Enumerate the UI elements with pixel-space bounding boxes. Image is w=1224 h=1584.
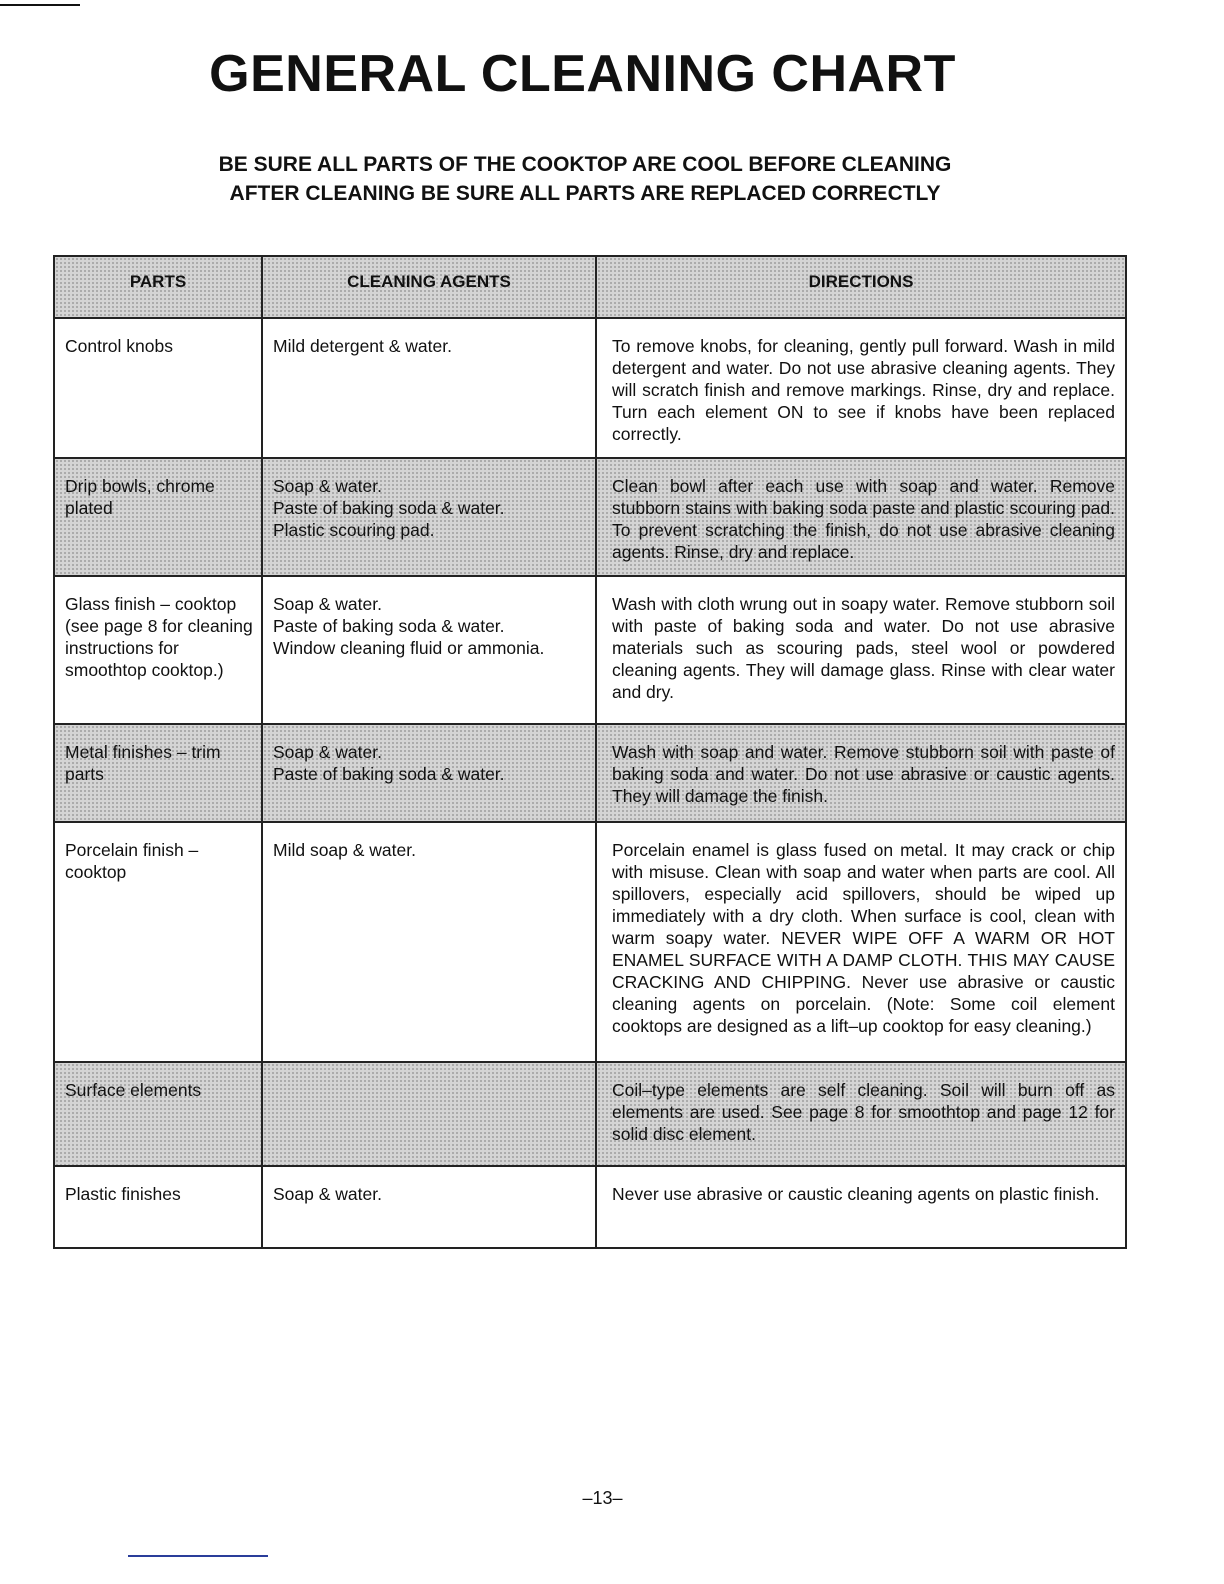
safety-notice: [0, 150, 1170, 208]
agent-item: Soap & water.: [273, 1184, 382, 1204]
directions-cell: Coil–type elements are self cleaning. Soil will burn off as elements are used. See page 8 for smoothtop and page 12 for solid disc element.: [596, 1062, 1126, 1166]
table-row: [54, 1166, 1126, 1248]
directions-cell: Wash with cloth wrung out in soapy water. Remove stubborn soil with paste of baking soda and water. Do not use abrasive materials such as scouring pads, steel wool or powdered cleaning agents. They will damage glass. Rinse with clear water and dry.: [596, 576, 1126, 724]
part-cell: Porcelain finish – cooktop: [54, 822, 262, 1062]
agent-item: Soap & water.: [273, 742, 382, 762]
table-row: [54, 822, 1126, 1062]
agent-item: Soap & water.: [273, 476, 382, 496]
agent-item: Mild detergent & water.: [273, 336, 452, 356]
directions-cell: Never use abrasive or caustic cleaning agents on plastic finish.: [596, 1166, 1126, 1248]
table-row: [54, 1062, 1126, 1166]
agents-cell: [262, 1166, 596, 1248]
cleaning-chart-table: [53, 255, 1127, 1249]
agent-item: Paste of baking soda & water.: [273, 764, 505, 784]
part-cell: Surface elements: [54, 1062, 262, 1166]
agent-item: Plastic scouring pad.: [273, 520, 435, 540]
table-row: [54, 318, 1126, 458]
agents-cell: [262, 576, 596, 724]
agents-cell: [262, 458, 596, 576]
agent-item: Window cleaning fluid or ammonia.: [273, 638, 545, 658]
table-row: [54, 576, 1126, 724]
agent-item: Paste of baking soda & water.: [273, 616, 505, 636]
agent-item: Soap & water.: [273, 594, 382, 614]
safety-notice-line-1: BE SURE ALL PARTS OF THE COOKTOP ARE COOL BEFORE CLEANING: [218, 153, 952, 176]
agents-cell: [262, 724, 596, 822]
agents-cell: [262, 1062, 596, 1166]
agents-cell: [262, 318, 596, 458]
table-row: [54, 724, 1126, 822]
part-cell: Control knobs: [54, 318, 262, 458]
page-number: –13–: [582, 1488, 623, 1508]
top-edge-rule: [0, 4, 80, 6]
header-cleaning-agents: CLEANING AGENTS: [262, 256, 596, 318]
directions-cell: Porcelain enamel is glass fused on metal. It may crack or chip with misuse. Clean with soap and water when parts are cool. All spillovers, especially acid spillovers, should be wiped up immediately with a dry cloth. When surface is cool, clean with warm soapy water. NEVER WIPE OFF A WARM OR HOT ENAMEL SURFACE WITH A DAMP CLOTH. THIS MAY CAUSE CRACKING AND CHIPPING. Never use abrasive or caustic cleaning agents on porcelain. (Note: Some coil element cooktops are designed as a lift–up cooktop for easy cleaning.): [596, 822, 1126, 1062]
agent-item: Mild soap & water.: [273, 840, 416, 860]
part-cell: Drip bowls, chrome plated: [54, 458, 262, 576]
directions-cell: To remove knobs, for cleaning, gently pull forward. Wash in mild detergent and water. Do not use abrasive cleaning agents. They will scratch finish and remove markings. Rinse, dry and replace. Turn each element ON to see if knobs have been replaced correctly.: [596, 318, 1126, 458]
safety-notice-line-2: AFTER CLEANING BE SURE ALL PARTS ARE REPLACED CORRECTLY: [229, 182, 941, 205]
table-row: [54, 458, 1126, 576]
part-cell: Glass finish – cooktop (see page 8 for cleaning instructions for smoothtop cooktop.): [54, 576, 262, 724]
header-directions: DIRECTIONS: [596, 256, 1126, 318]
table-header-row: [54, 256, 1126, 318]
agent-item: Paste of baking soda & water.: [273, 498, 505, 518]
agents-cell: [262, 822, 596, 1062]
part-cell: Metal finishes – trim parts: [54, 724, 262, 822]
header-parts: PARTS: [54, 256, 262, 318]
bottom-edge-rule: [128, 1555, 268, 1557]
directions-cell: Wash with soap and water. Remove stubborn soil with paste of baking soda and water. Do not use abrasive or caustic agents. They will damage the finish.: [596, 724, 1126, 822]
directions-cell: Clean bowl after each use with soap and water. Remove stubborn stains with baking soda paste and plastic scouring pad. To prevent scratching the finish, do not use abrasive cleaning agents. Rinse, dry and replace.: [596, 458, 1126, 576]
part-cell: Plastic finishes: [54, 1166, 262, 1248]
page-title: GENERAL CLEANING CHART: [209, 45, 956, 103]
